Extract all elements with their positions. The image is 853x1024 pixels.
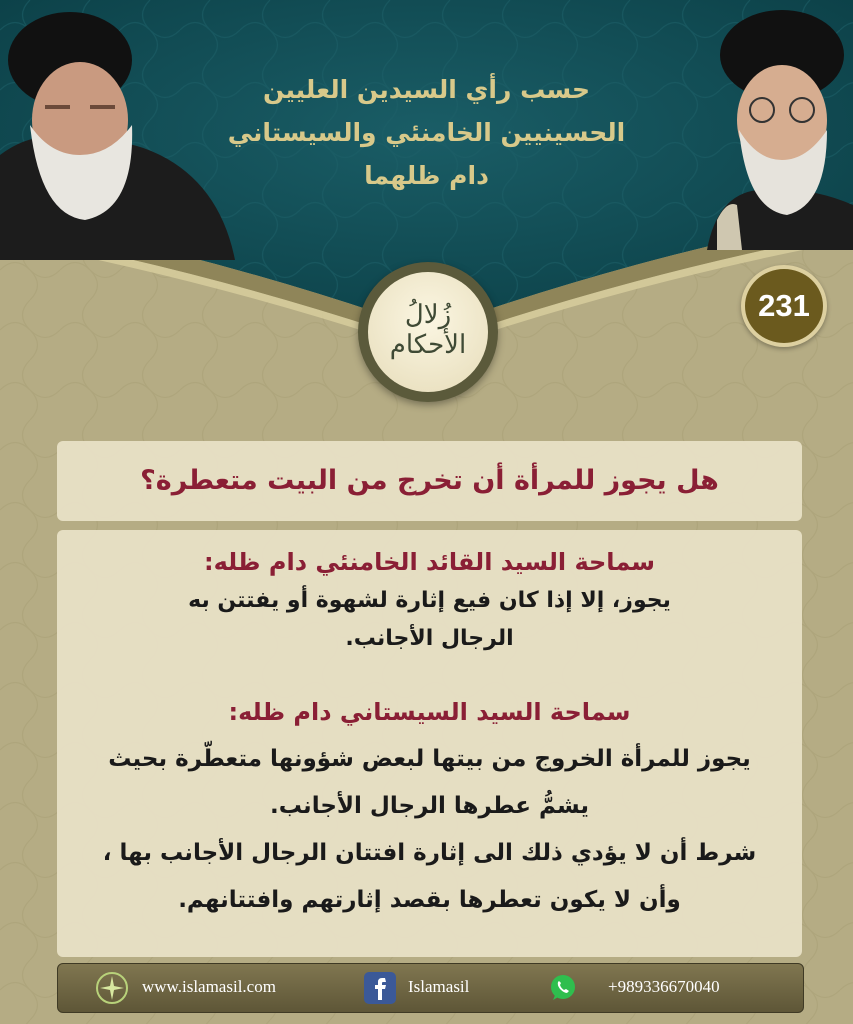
sistani-answer-line-4: وأن لا يكون تعطرها بقصد إثارتهم وافتتانهم. (178, 887, 681, 913)
website-link[interactable]: www.islamasil.com (142, 977, 276, 996)
emblem-inner (368, 272, 488, 392)
site-logo-icon (94, 970, 130, 1006)
sistani-answer-line-1: يجوز للمرأة الخروج من بيتها لبعض شؤونها متعطّرة بحيث (108, 746, 751, 772)
khamenei-answer-line-2: الرجال الأجانب. (345, 626, 514, 651)
emblem-line-1: زُلالُ (404, 300, 452, 330)
header-line-2: الحسينيين الخامنئي والسيستاني (227, 118, 626, 147)
portrait-khamenei (697, 5, 853, 250)
zulal-al-ahkam-emblem (358, 262, 498, 402)
emblem-logotype (368, 300, 488, 360)
khamenei-title: سماحة السيد القائد الخامنئي دام ظله: (203, 548, 656, 576)
issue-number: 231 (758, 288, 810, 323)
whatsapp-icon (548, 973, 578, 1003)
sistani-answer-line-2: يشمُّ عطرها الرجال الأجانب. (269, 793, 590, 819)
answer-box (57, 530, 802, 957)
issue-number-badge (741, 265, 827, 347)
header-line-3: دام ظلهما (364, 161, 489, 190)
question-box (57, 441, 802, 521)
question-text: هل يجوز للمرأة أن تخرج من البيت متعطرة؟ (140, 465, 719, 496)
sistani-title: سماحة السيد السيستاني دام ظله: (228, 698, 631, 726)
khamenei-answer-line-1: يجوز، إلا إذا كان فيع إثارة لشهوة أو يفتتن به (188, 588, 671, 613)
facebook-icon (364, 972, 396, 1004)
emblem-line-2: الأحكام (389, 330, 467, 360)
sistani-answer-line-3: شرط أن لا يؤدي ذلك الى إثارة افتتان الرجال الأجانب بها ، (102, 840, 757, 866)
footer-bar (57, 963, 804, 1013)
facebook-link[interactable]: Islamasil (408, 977, 470, 996)
phone-number[interactable]: +989336670040 (608, 977, 720, 996)
header-title (200, 68, 653, 197)
header-line-1: حسب رأي السيدين العليين (262, 75, 590, 104)
